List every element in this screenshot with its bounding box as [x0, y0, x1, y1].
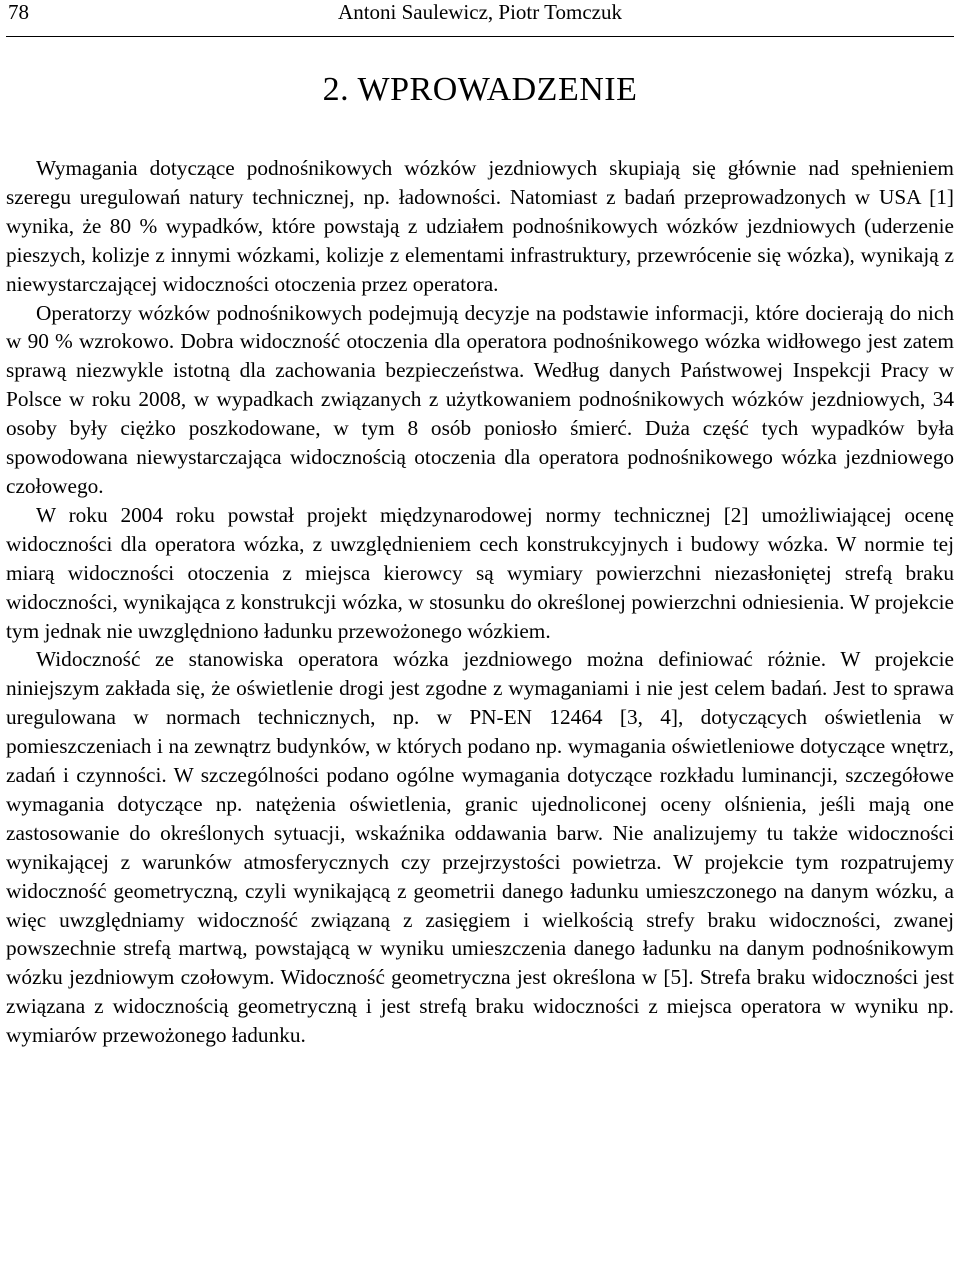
paragraph: Wymagania dotyczące podnośnikowych wózków jezdniowych skupiają się głównie nad spełnieniem szeregu uregulowań natury technicznej, np. ładowności. Natomiast z badań przeprowadzonych w USA [1] wynika, że 80 % wypadków, które powstają z udziałem podnośnikowych wózków jezdniowych (uderzenie pieszych, kolizje z innymi wózkami, kolizje z elementami infrastruktury, przewrócenie się wózka), wynikają z niewystarczającej widoczności otoczenia przez operatora. — [6, 156, 954, 296]
paragraph: Widoczność ze stanowiska operatora wózka jezdniowego można definiować różnie. W projekcie niniejszym zakłada się, że oświetlenie drogi jest zgodne z wymaganiami i nie jest celem badań. Jest to sprawa uregulowana w normach technicznych, np. w PN-EN 12464 [3, 4], dotyczących oświetlenia w pomieszczeniach i na zewnątrz budynków, w których podano np. wymagania oświetleniowe dotyczące wnętrz, zadań i czynności. W szczególności podano ogólne wymagania dotyczące rozkładu luminancji, szczegółowe wymagania dotyczące np. natężenia oświetlenia, granic ujednoliconej oceny olśnienia, jeśli mają one zastosowanie do określonych sytuacji, wskaźnika oddawania barw. Nie analizujemy tu także widoczności wynikającej z warunków atmosferycznych czy przejrzystości powietrza. W projekcie tym rozpatrujemy widoczność geometryczną, czyli wynikającą z geometrii danego ładunku umieszczonego na danym wózku, a więc uwzględniamy widoczność związaną z zasięgiem i wielkością strefy braku widoczności, zwanej powszechnie strefą martwą, powstającą w wyniku umieszczenia danego ładunku na danym podnośnikowym wózku jezdniowym czołowym. Widoczność geometryczna jest określona w [5]. Strefa braku widoczności jest związana z widocznością geometryczną i jest strefą braku widoczności z miejsca operatora w wyniku np. wymiarów przewożonego ładunku. — [6, 647, 954, 1048]
running-header — [6, 0, 954, 37]
paragraph: W roku 2004 roku powstał projekt międzynarodowej normy technicznej [2] umożliwiającej ocenę widoczności dla operatora wózka, z uwzględnieniem cech konstrukcyjnych i budowy wózka. W normie tej miarą widoczności otoczenia z miejsca kierowcy są wymiary powierzchni niezasłoniętej strefą braku widoczności, wynikająca z konstrukcji wózka, w stosunku do określonej powierzchni odniesienia. W projekcie tym jednak nie uwzględniono ładunku przewożonego wózkiem. — [6, 502, 954, 643]
body-text — [6, 154, 954, 1050]
section-title: 2. WPROWADZENIE — [322, 71, 638, 108]
page-number: 78 — [8, 0, 29, 24]
running-header-authors: Antoni Saulewicz, Piotr Tomczuk — [338, 0, 622, 24]
paragraph: Operatorzy wózków podnośnikowych podejmują decyzje na podstawie informacji, które docierają do nich w 90 % wzrokowo. Dobra widoczność otoczenia dla operatora podnośnikowego wózka widłowego jest zatem sprawą niezwykle istotną dla zachowania bezpieczeństwa. Według danych Państwowej Inspekcji Pracy w Polsce w roku 2008, w wypadkach związanych z użytkowaniem podnośnikowych wózków jezdniowych, 34 osoby były ciężko poszkodowane, w tym 8 osób poniosło śmierć. Duża część tych wypadków była spowodowana niewystarczająca widocznością otoczenia dla operatora podnośnikowego wózka jezdniowego czołowego. — [6, 300, 954, 498]
